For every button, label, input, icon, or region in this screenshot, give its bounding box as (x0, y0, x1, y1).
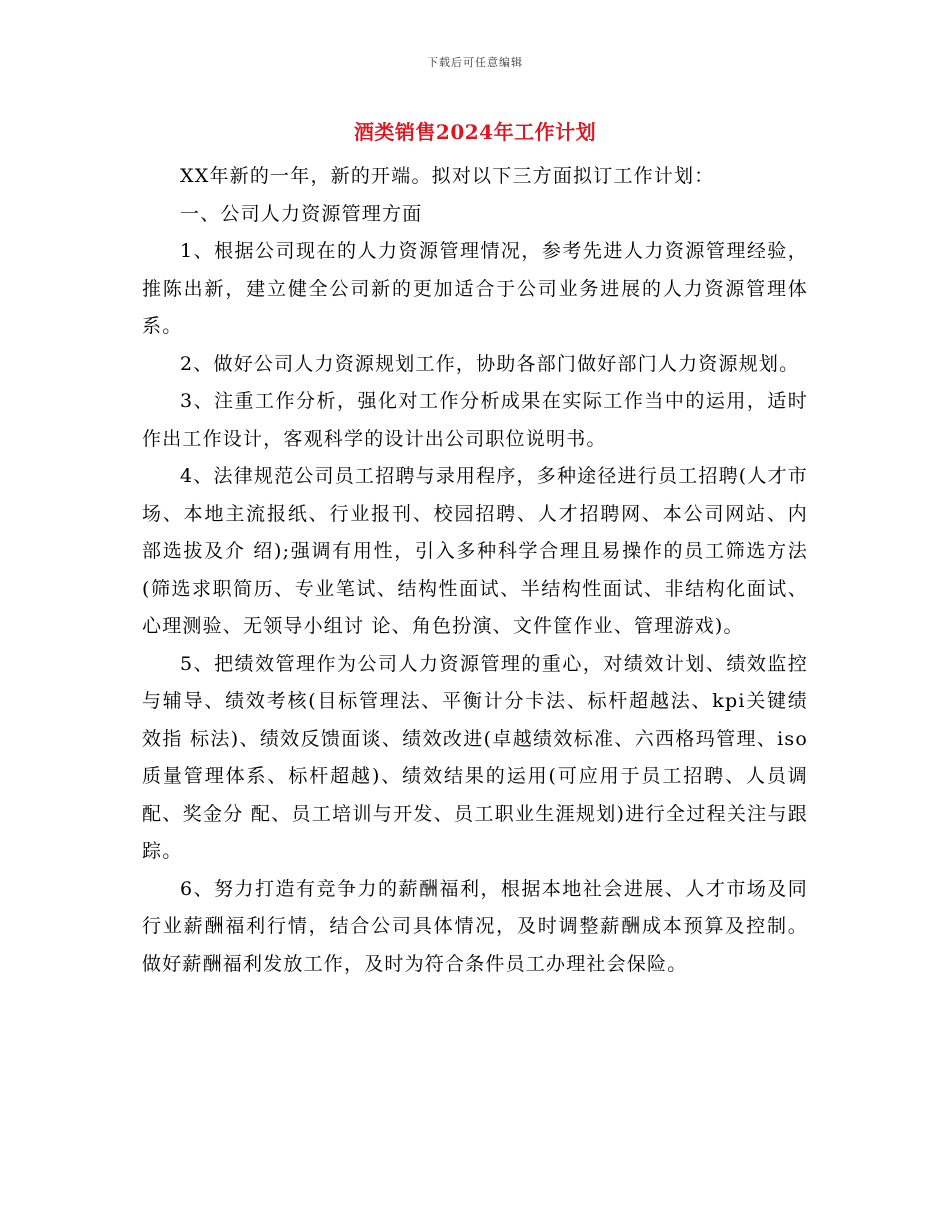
document-body (142, 158, 808, 983)
paragraph-item-1: 1、根据公司现在的人力资源管理情况，参考先进人力资源管理经验，推陈出新，建立健全公司新的更加适合于公司业务进展的人力资源管理体系。 (142, 240, 808, 337)
header-note: 下载后可任意编辑 (427, 56, 523, 69)
paragraph-intro: XX年新的一年，新的开端。拟对以下三方面拟订工作计划： (180, 165, 715, 187)
section-heading-hr: 一、公司人力资源管理方面 (180, 202, 423, 225)
paragraph-item-3: 3、注重工作分析，强化对工作分析成果在实际工作当中的运用，适时作出工作设计，客观科学的设计出公司职位说明书。 (142, 390, 808, 450)
paragraph-item-4: 4、法律规范公司员工招聘与录用程序，多种途径进行员工招聘(人才市场、本地主流报纸、行业报刊、校园招聘、人才招聘网、本公司网站、内部选拔及介 绍);强调有用性，引入多种科学合理且易操作的员工筛选方法(筛选求职简历、专业笔试、结构性面试、半结构性面试、非结构化面试、心理测验、无领导小组讨 论、角色扮演、文件筐作业、管理游戏)。 (142, 465, 808, 637)
paragraph-item-6: 6、努力打造有竞争力的薪酬福利，根据本地社会进展、人才市场及同行业薪酬福利行情，结合公司具体情况，及时调整薪酬成本预算及控制。做好薪酬福利发放工作，及时为符合条件员工办理社会保险。 (142, 877, 808, 975)
paragraph-item-2: 2、做好公司人力资源规划工作，协助各部门做好部门人力资源规划。 (180, 352, 800, 375)
paragraph-item-5: 5、把绩效管理作为公司人力资源管理的重心，对绩效计划、绩效监控与辅导、绩效考核(目标管理法、平衡计分卡法、标杆超越法、kpi关键绩效指 标法)、绩效反馈面谈、绩效改进(卓越绩效标准、六西格玛管理、iso质量管理体系、标杆超越)、绩效结果的运用(可应用于员工招聘、人员调配、奖金分 配、员工培训与开发、员工职业生涯规划)进行全过程关注与跟踪。 (142, 652, 808, 862)
document-title: 酒类销售2024年工作计划 (353, 120, 597, 144)
